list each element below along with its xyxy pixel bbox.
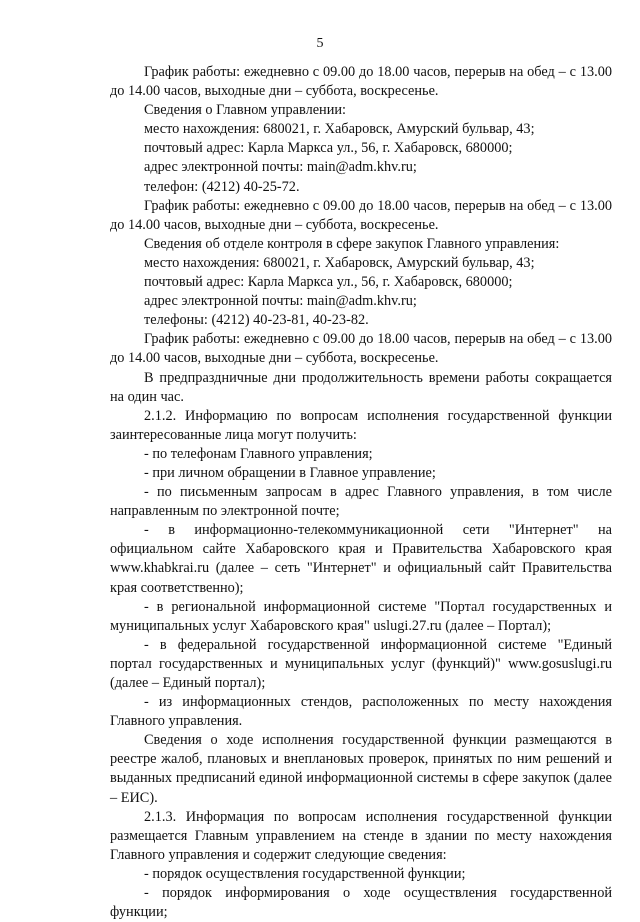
paragraph: Сведения об отделе контроля в сфере закупок Главного управления: [144,235,560,252]
paragraph: - порядок информирования о ходе осуществления государственной функции; [110,885,612,921]
paragraph: адрес электронной почты: main@adm.khv.ru; [144,159,417,176]
paragraph: График работы: ежедневно с 09.00 до 18.00 часов, перерыв на обед – с 13.00 до 14.00 часов, выходные дни – суббота, воскресенье. [110,64,612,100]
paragraph: - в федеральной государственной информационной системе "Единый портал государственных и муниципальных услуг (функций)" www.gosuslugi.ru (далее – Единый портал); [110,636,612,691]
paragraph: место нахождения: 680021, г. Хабаровск, Амурский бульвар, 43; [144,121,535,138]
paragraph: - по письменным запросам в адрес Главного управления, в том числе направленным по электронной почте; [110,484,612,520]
paragraph: почтовый адрес: Карла Маркса ул., 56, г. Хабаровск, 680000; [144,274,513,291]
paragraph: График работы: ежедневно с 09.00 до 18.00 часов, перерыв на обед – с 13.00 до 14.00 часов, выходные дни – суббота, воскресенье. [110,197,612,233]
paragraph: адрес электронной почты: main@adm.khv.ru; [144,293,417,310]
paragraph: место нахождения: 680021, г. Хабаровск, Амурский бульвар, 43; [144,254,535,271]
paragraph: - по телефонам Главного управления; [144,445,373,462]
paragraph: почтовый адрес: Карла Маркса ул., 56, г. Хабаровск, 680000; [144,140,513,157]
paragraph: телефоны: (4212) 40-23-81, 40-23-82. [144,312,369,329]
document-body [110,63,612,922]
paragraph: В предпраздничные дни продолжительность времени работы сокращается на один час. [110,369,612,405]
paragraph: Сведения о Главном управлении: [144,102,346,119]
paragraph: 2.1.2. Информацию по вопросам исполнения государственной функции заинтересованные лица могут получить: [110,407,612,443]
paragraph: 2.1.3. Информация по вопросам исполнения государственной функции размещается Главным управлением на стенде в здании по месту нахождения Главного управления и содержит следующие сведения: [110,808,612,863]
paragraph: - в информационно-телекоммуникационной сети "Интернет" на официальном сайте Хабаровского края и Правительства Хабаровского края www.khabkrai.ru (далее – сеть "Интернет" и официальный сайт Правительства края соответственно); [110,522,612,596]
page-number: 5 [316,36,324,51]
paragraph: - в региональной информационной системе "Портал государственных и муниципальных услуг Хабаровского края" uslugi.27.ru (далее – Портал); [110,598,612,634]
paragraph: телефон: (4212) 40-25-72. [144,178,300,195]
paragraph: - при личном обращении в Главное управление; [144,464,436,481]
paragraph: График работы: ежедневно с 09.00 до 18.00 часов, перерыв на обед – с 13.00 до 14.00 часов, выходные дни – суббота, воскресенье. [110,331,612,367]
paragraph: - из информационных стендов, расположенных по месту нахождения Главного управления. [110,694,612,730]
paragraph: - порядок осуществления государственной функции; [144,865,466,882]
paragraph: Сведения о ходе исполнения государственной функции размещаются в реестре жалоб, плановых и внеплановых проверок, принятых по ним решений и выданных предписаний единой информационной системы в сфере закупок (далее – ЕИС). [110,732,612,806]
